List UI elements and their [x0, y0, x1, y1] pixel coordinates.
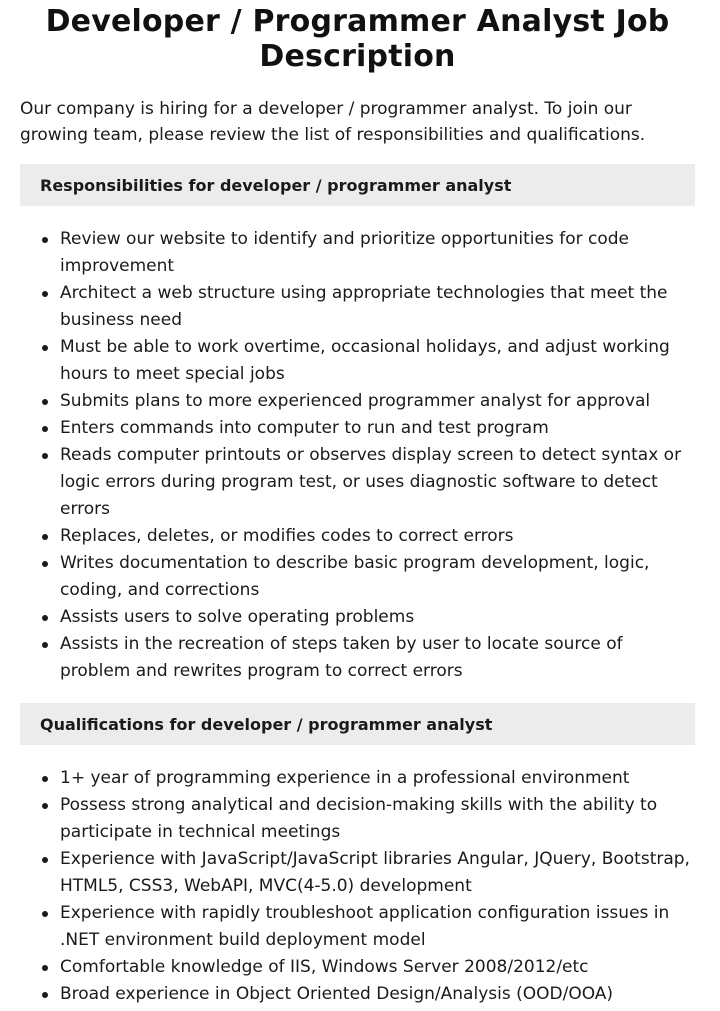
list-item-text: Broad experience in Object Oriented Design/Analysis (OOD/OOA) [60, 984, 614, 1004]
list-item-text: Architect a web structure using appropriate technologies that meet the business need [60, 283, 668, 330]
qualifications-list [20, 765, 695, 1008]
responsibilities-list [20, 226, 695, 685]
list-item [20, 226, 695, 280]
list-item-text: Experience with rapidly troubleshoot application configuration issues in .NET environment build deployment model [60, 903, 670, 950]
qualifications-heading: Qualifications for developer / programmer analyst [20, 703, 695, 745]
list-item [20, 415, 695, 442]
list-item [20, 900, 695, 954]
list-item [20, 388, 695, 415]
list-item [20, 981, 695, 1008]
list-item-text: Writes documentation to describe basic program development, logic, coding, and corrections [60, 553, 650, 600]
bullet-icon [42, 453, 48, 459]
list-item-text: Must be able to work overtime, occasional holidays, and adjust working hours to meet special jobs [60, 337, 670, 384]
bullet-icon [42, 237, 48, 243]
list-item-text: Comfortable knowledge of IIS, Windows Server 2008/2012/etc [60, 957, 589, 977]
responsibilities-heading: Responsibilities for developer / programmer analyst [20, 164, 695, 206]
list-item-text: 1+ year of programming experience in a professional environment [60, 768, 630, 788]
list-item-text: Experience with JavaScript/JavaScript libraries Angular, JQuery, Bootstrap, HTML5, CSS3, WebAPI, MVC(4-5.0) development [60, 849, 690, 896]
intro-paragraph: Our company is hiring for a developer / programmer analyst. To join our growing team, please review the list of responsibilities and qualifications. [20, 99, 646, 145]
bullet-icon [42, 426, 48, 432]
list-item [20, 280, 695, 334]
list-item-text: Enters commands into computer to run and test program [60, 418, 549, 438]
page-title: Developer / Programmer Analyst Job Description [45, 4, 670, 74]
bullet-icon [42, 534, 48, 540]
list-item-text: Assists in the recreation of steps taken by user to locate source of problem and rewrites program to correct errors [60, 634, 623, 681]
bullet-icon [42, 291, 48, 297]
list-item [20, 631, 695, 685]
bullet-icon [42, 857, 48, 863]
list-item [20, 523, 695, 550]
list-item-text: Reads computer printouts or observes display screen to detect syntax or logic errors during program test, or uses diagnostic software to detect errors [60, 445, 682, 519]
bullet-icon [42, 561, 48, 567]
bullet-icon [42, 776, 48, 782]
list-item [20, 334, 695, 388]
list-item-text: Review our website to identify and prioritize opportunities for code improvement [60, 229, 630, 276]
list-item [20, 846, 695, 900]
bullet-icon [42, 345, 48, 351]
bullet-icon [42, 803, 48, 809]
list-item-text: Assists users to solve operating problems [60, 607, 415, 627]
bullet-icon [42, 642, 48, 648]
list-item-text: Possess strong analytical and decision-making skills with the ability to participate in technical meetings [60, 795, 658, 842]
bullet-icon [42, 615, 48, 621]
list-item [20, 792, 695, 846]
list-item [20, 442, 695, 523]
list-item [20, 550, 695, 604]
list-item-text: Submits plans to more experienced programmer analyst for approval [60, 391, 651, 411]
list-item [20, 604, 695, 631]
list-item [20, 954, 695, 981]
bullet-icon [42, 992, 48, 998]
bullet-icon [42, 399, 48, 405]
list-item-text: Replaces, deletes, or modifies codes to correct errors [60, 526, 514, 546]
bullet-icon [42, 911, 48, 917]
list-item [20, 765, 695, 792]
bullet-icon [42, 965, 48, 971]
